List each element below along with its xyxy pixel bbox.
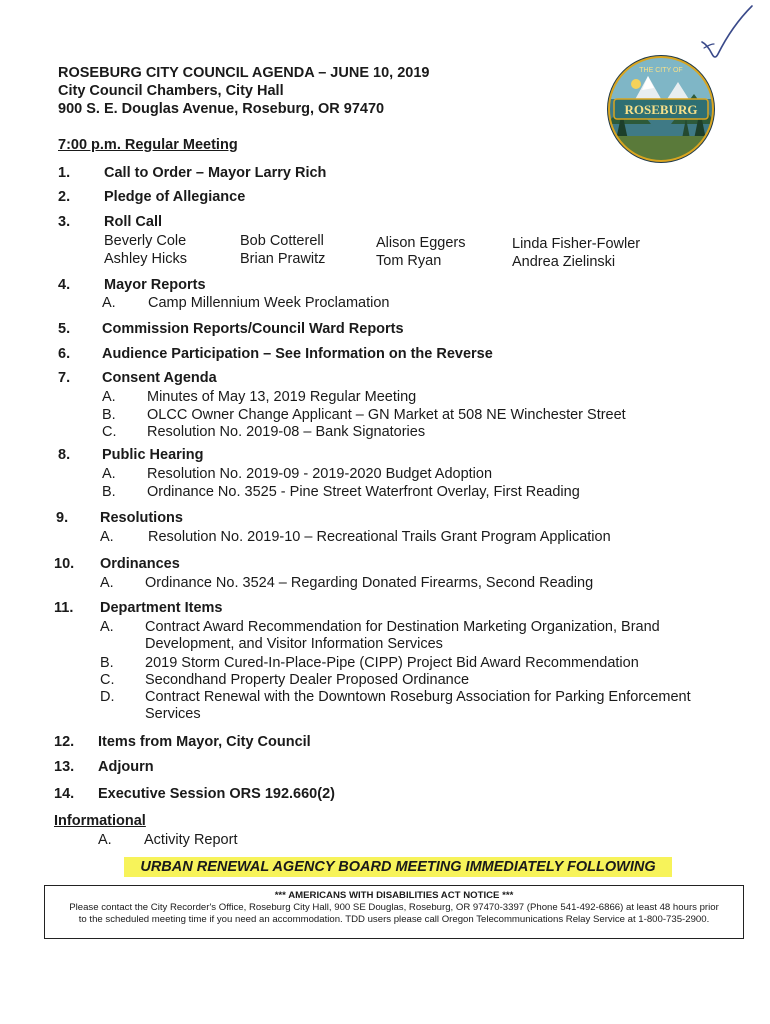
item-title: Audience Participation – See Information on the Reverse — [102, 346, 493, 362]
item-title: Roll Call — [104, 214, 163, 230]
meeting-time: 7:00 p.m. Regular Meeting — [58, 137, 238, 153]
item-title: Department Items — [100, 600, 223, 616]
location-line: City Council Chambers, City Hall — [58, 83, 284, 99]
item-number: 10. — [54, 556, 75, 572]
ada-notice-line: Please contact the City Recorder's Office, Roseburg City Hall, 900 SE Douglas, Roseburg, OR 97470-3397 (Phone 541-492-6866) at least 48 hours prior — [69, 902, 719, 913]
agenda-page: ROSEBURG CITY COUNCIL AGENDA – JUNE 10, 2019 City Council Chambers, City Hall 900 S. E. Douglas Avenue, Roseburg, OR 97470 ROSEBURG THE CITY OF 7:00 p.m. Regular Meeting 1. Call to Order – Mayor Larry Rich 2. Pledge of Allegiance 3. Roll Call Beverly Cole Bob Cotterell Alison Eggers Linda Fisher-Fowler Ashley Hicks Brian Prawitz Tom Ryan Andrea Zielinski 4. Mayor Reports A. Camp Millennium Week Proclamation 5. Commission Reports/Council Ward Reports 6. Audience Participation – See Information on the Reverse 7. Consent Agenda A. Minutes of May 13, 2019 Regular Meeting B. OLCC Owner Change Applicant – GN Market at 508 NE Winchester Street C. Resolution No. 2019-08 – Bank Signatories 8. Public Hearing A. Resolution No. 2019-09 - 2019-2020 Budget Adoption B. Ordinance No. 3525 - Pine Street Waterfront Overlay, First Reading 9. Resolutions A. Resolution No. 2019-10 – Recreational Trails Grant Program Application 10. Ordinances A. Ordinance No. 3524 – Regarding Donated Firearms, Second Reading 11. Department Items A. Contract Award Recommendation for Destination Marketing Organization, Brand Development, and Visitor Information Services B. 2019 Storm Cured-In-Place-Pipe (CIPP) Project Bid Award Recommendation C. Secondhand Property Dealer Proposed Ordinance D. Contract Renewal with the Downtown Roseburg Association for Parking Enforcement Services 12. Items from Mayor, City Council 13. Adjourn 14. Executive Session ORS 192.660(2) Informational A. Activity Report URBAN RENEWAL AGENCY BOARD MEETING IMMEDIATELY FOLLOWING *** AMERICANS WITH DISABILITIES ACT NOTICE *** Please contact the City Recorder's Office, Roseburg City Hall, 900 SE Douglas, Roseburg, OR 97470-3397 (Phone 541-492-6866) at least 48 hours prior to the scheduled meeting time if you need an accommodation. TDD users please call Oregon Telecommunications Relay Service at 1-800-735-2900. — [0, 0, 770, 1024]
item-number: 2. — [58, 189, 71, 205]
item-number: 9. — [56, 510, 69, 526]
city-seal-icon — [606, 54, 716, 164]
ura-meeting-banner: URBAN RENEWAL AGENCY BOARD MEETING IMMEDIATELY FOLLOWING — [124, 857, 672, 877]
roll-call-member: Beverly Cole — [104, 233, 187, 249]
item-title: Public Hearing — [102, 447, 204, 463]
item-number: 8. — [58, 447, 71, 463]
roll-call-member: Tom Ryan — [376, 253, 442, 269]
address-line: 900 S. E. Douglas Avenue, Roseburg, OR 97470 — [58, 101, 385, 117]
roll-call-member: Alison Eggers — [376, 235, 466, 251]
item-number: 3. — [58, 214, 71, 230]
item-number: 14. — [54, 786, 75, 802]
roll-call-member: Linda Fisher-Fowler — [512, 236, 641, 252]
agenda-title: ROSEBURG CITY COUNCIL AGENDA – JUNE 10, 2019 — [58, 65, 430, 81]
ada-notice-title: *** AMERICANS WITH DISABILITIES ACT NOTICE *** — [274, 890, 514, 901]
item-number: 7. — [58, 370, 71, 386]
item-title: Ordinances — [100, 556, 180, 572]
ada-notice-box — [44, 885, 744, 939]
item-title: Pledge of Allegiance — [104, 189, 246, 205]
ada-notice-line: to the scheduled meeting time if you need an accommodation. TDD users please call Oregon Telecommunications Relay Service at 1-800-735-2900. — [78, 914, 710, 925]
sub-item-continuation: Services — [145, 706, 201, 722]
roll-call-member: Ashley Hicks — [104, 251, 187, 267]
item-title: Resolutions — [100, 510, 183, 526]
agenda-header — [58, 64, 429, 118]
roll-call-member: Bob Cotterell — [240, 233, 324, 249]
item-title: Items from Mayor, City Council — [98, 734, 311, 750]
item-number: 6. — [58, 346, 71, 362]
sub-item-continuation: Development, and Visitor Information Services — [145, 636, 443, 652]
item-number: 4. — [58, 277, 71, 293]
seal-name: ROSEBURG — [624, 102, 698, 117]
item-title: Adjourn — [98, 759, 154, 775]
item-number: 5. — [58, 321, 71, 337]
item-number: 12. — [54, 734, 75, 750]
item-title: Consent Agenda — [102, 370, 217, 386]
roll-call-member: Andrea Zielinski — [512, 254, 616, 270]
informational-heading: Informational — [54, 813, 146, 829]
item-title: Commission Reports/Council Ward Reports — [102, 321, 404, 337]
item-number: 1. — [58, 165, 71, 181]
seal-top-text: THE CITY OF — [639, 67, 683, 74]
item-title: Call to Order – Mayor Larry Rich — [104, 165, 327, 181]
item-title: Mayor Reports — [104, 277, 206, 293]
roll-call-member: Brian Prawitz — [240, 251, 326, 267]
item-number: 11. — [54, 600, 74, 616]
item-title: Executive Session ORS 192.660(2) — [98, 786, 335, 802]
item-number: 13. — [54, 759, 75, 775]
